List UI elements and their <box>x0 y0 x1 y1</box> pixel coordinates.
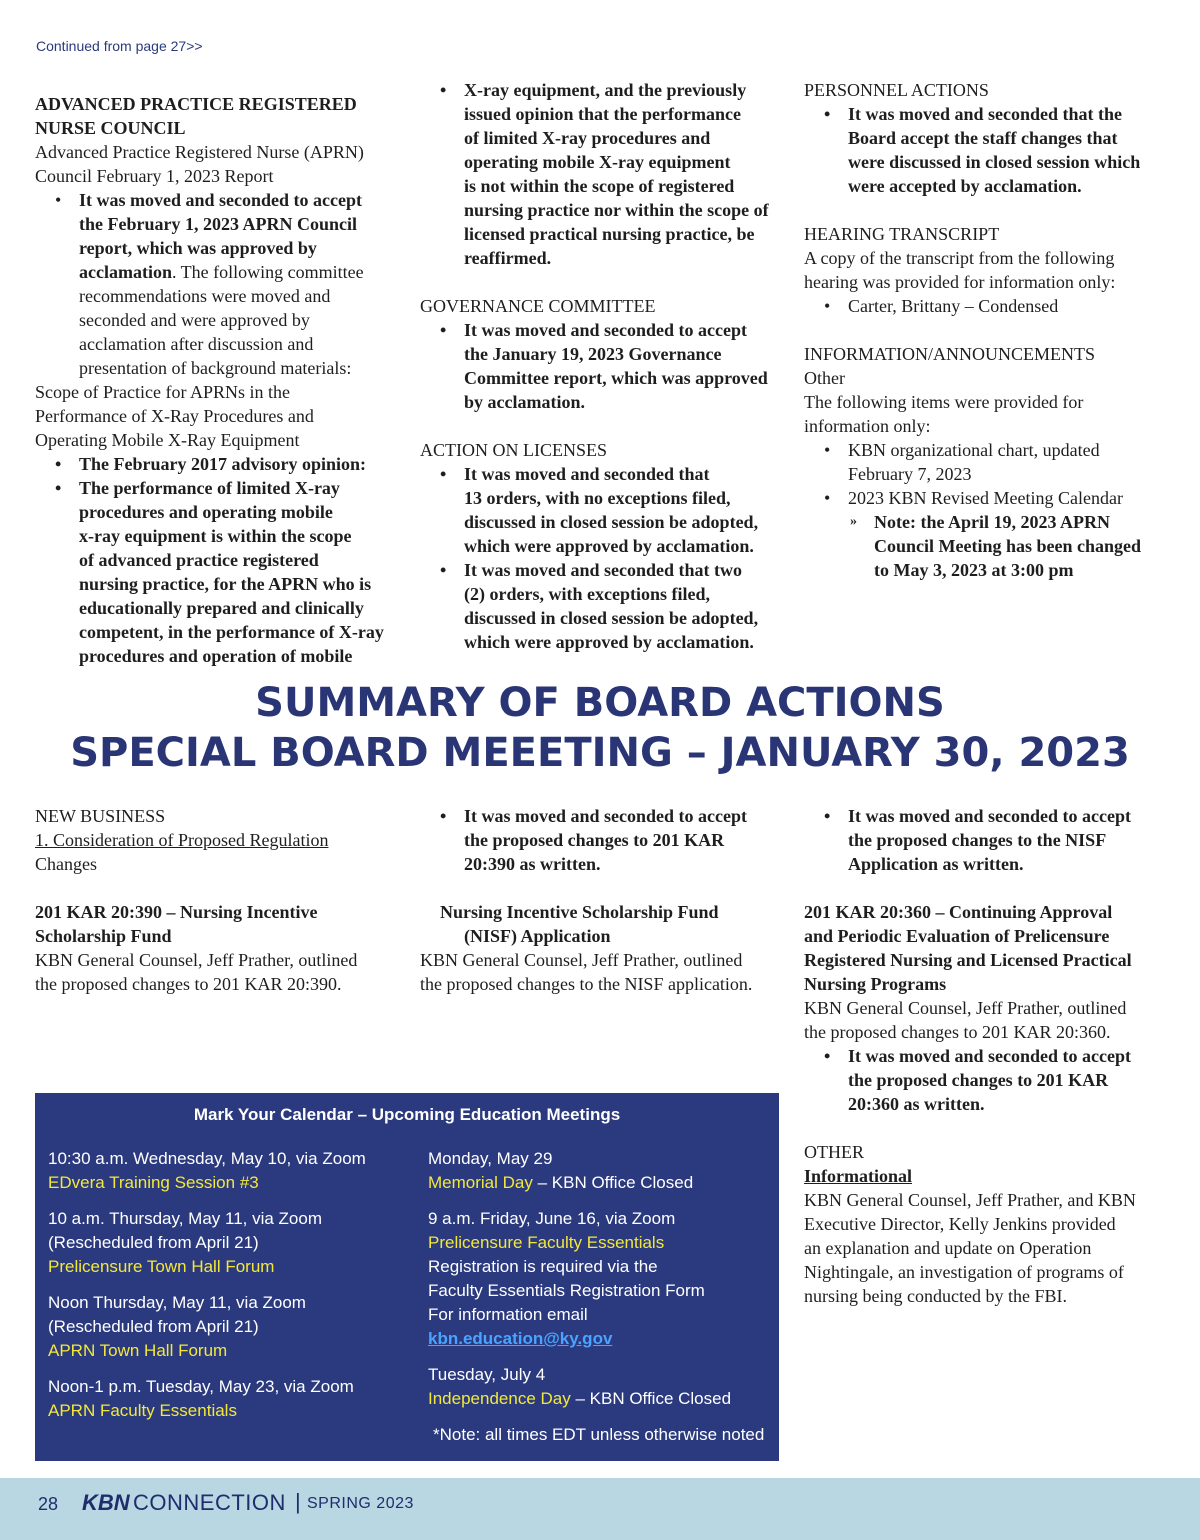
list-item: • It was moved and seconded to accept the February 1, 2023 APRN Council report, which was approved by acclamation. The following committee recommendations were moved and seconded and were approved by acclamation after discussion and presentation of background materials: <box>35 188 405 380</box>
list-item: • The February 2017 advisory opinion: <box>35 452 405 476</box>
new-business-heading: NEW BUSINESS <box>35 806 166 826</box>
continued-from-note: Continued from page 27>> <box>36 38 203 54</box>
calendar-event: 10:30 a.m. Wednesday, May 10, via Zoom EDvera Training Session #3 <box>48 1149 366 1192</box>
list-item: • It was moved and seconded that the Board accept the staff changes that were discussed in closed session which were accepted by acclamation. <box>804 102 1184 198</box>
consideration-heading: 1. Consideration of Proposed Regulation Changes <box>35 830 329 874</box>
calendar-right-column <box>428 1147 773 1447</box>
list-item: • Carter, Brittany – Condensed <box>804 294 1184 318</box>
aprn-report-title: Advanced Practice Registered Nurse (APRN) Council February 1, 2023 Report <box>35 142 364 186</box>
calendar-note: *Note: all times EDT unless otherwise noted <box>433 1425 765 1444</box>
list-item: • 2023 KBN Revised Meeting Calendar <box>804 486 1184 510</box>
calendar-event: Noon Thursday, May 11, via Zoom (Rescheduled from April 21) APRN Town Hall Forum <box>48 1293 306 1360</box>
calendar-event: Monday, May 29 Memorial Day – KBN Office Closed <box>428 1149 694 1192</box>
sub-list-item: » Note: the April 19, 2023 APRN Council Meeting has been changed to May 3, 2023 at 3:00 pm <box>804 510 1184 582</box>
action-on-licenses-heading: ACTION ON LICENSES <box>420 440 607 460</box>
special-meeting-title: SPECIAL BOARD MEEETING – JANUARY 30, 2023 <box>70 730 1130 776</box>
calendar-event: Noon-1 p.m. Tuesday, May 23, via Zoom APRN Faculty Essentials <box>48 1377 354 1420</box>
summary-title: SUMMARY OF BOARD ACTIONS <box>255 680 945 726</box>
bottom-column-3: • It was moved and seconded to accept the proposed changes to the NISF Application as written. 201 KAR 20:360 – Continuing Approval and Periodic Evaluation of Prelicensure Registered Nursing and Licensed Practical Nursing Programs KBN General Counsel, Jeff Prather, outlined the proposed changes to 201 KAR 20:360. • It was moved and seconded to accept the proposed changes to 201 KAR 20:360 as written. OTHER Informational KBN General Counsel, Jeff Prather, and KBN Executive Director, Kelly Jenkins provided an explanation and update on Operation Nightingale, an investigation of programs of nursing being conducted by the FBI. <box>804 804 1184 1308</box>
calendar-left-column <box>48 1147 418 1435</box>
calendar-event: 9 a.m. Friday, June 16, via Zoom Prelicensure Faculty Essentials Registration is required via the Faculty Essentials Registration Form For information email kbn.education@ky.gov <box>428 1209 705 1348</box>
hearing-transcript-heading: HEARING TRANSCRIPT <box>804 224 1000 244</box>
column-3: PERSONNEL ACTIONS • It was moved and seconded that the Board accept the staff changes that were discussed in closed session which were accepted by acclamation. HEARING TRANSCRIPT A copy of the transcript from the following hearing was provided for information only: • Carter, Brittany – Condensed INFORMATION/ANNOUNCEMENTS Other The following items were provided for information only: • KBN organizational chart, updated February 7, 2023 • 2023 KBN Revised Meeting Calendar » Note: the April 19, 2023 APRN Council Meeting has been changed to May 3, 2023 at 3:00 pm <box>804 78 1184 582</box>
issue-season: SPRING 2023 <box>307 1495 414 1512</box>
footer-separator: | <box>295 1489 301 1514</box>
column-1 <box>35 92 405 668</box>
list-item: • KBN organizational chart, updated February 7, 2023 <box>804 438 1184 486</box>
aprn-council-heading: ADVANCED PRACTICE REGISTERED NURSE COUNCIL <box>35 94 357 138</box>
summary-heading <box>0 678 1200 778</box>
nisf-heading: Nursing Incentive Scholarship Fund (NISF) Application <box>440 902 719 946</box>
calendar-event: 10 a.m. Thursday, May 11, via Zoom (Rescheduled from April 21) Prelicensure Town Hall Forum <box>48 1209 323 1276</box>
calendar-box <box>35 1093 779 1461</box>
kar-390-heading: 201 KAR 20:390 – Nursing Incentive Scholarship Fund <box>35 902 318 946</box>
scope-of-practice-title: Scope of Practice for APRNs in the Performance of X-Ray Procedures and Operating Mobile X-Ray Equipment <box>35 382 314 450</box>
page-footer <box>0 1478 1200 1540</box>
governance-heading: GOVERNANCE COMMITTEE <box>420 296 656 316</box>
email-link[interactable]: kbn.education@ky.gov <box>428 1329 613 1348</box>
other-heading: OTHER <box>804 1142 864 1162</box>
list-item: • It was moved and seconded that two (2) orders, with exceptions filed, discussed in closed session be adopted, which were approved by acclamation. <box>420 558 800 654</box>
page-number: 28 <box>38 1494 59 1514</box>
list-item: • It was moved and seconded that 13 orders, with no exceptions filed, discussed in closed session be adopted, which were approved by acclamation. <box>420 462 800 558</box>
list-item: • The performance of limited X-ray procedures and operating mobile x-ray equipment is within the scope of advanced practice registered nursing practice, for the APRN who is educationally prepared and clinically competent, in the performance of X-ray procedures and operation of mobile <box>35 476 405 668</box>
list-item: • It was moved and seconded to accept the proposed changes to 201 KAR 20:390 as written. <box>420 804 800 876</box>
calendar-event: Tuesday, July 4 Independence Day – KBN Office Closed <box>428 1365 732 1408</box>
information-announcements-heading: INFORMATION/ANNOUNCEMENTS <box>804 344 1096 364</box>
list-item-continued: • X-ray equipment, and the previously issued opinion that the performance of limited X-ray procedures and operating mobile X-ray equipment is not within the scope of registered nursing practice nor within the scope of licensed practical nursing practice, be reaffirmed. <box>420 78 800 270</box>
calendar-title: Mark Your Calendar – Upcoming Education Meetings <box>193 1105 621 1124</box>
list-item: • It was moved and seconded to accept the proposed changes to the NISF Application as written. <box>804 804 1184 876</box>
list-item: • It was moved and seconded to accept the proposed changes to 201 KAR 20:360 as written. <box>804 1044 1184 1116</box>
brand-logo-kbn: KBN <box>82 1490 130 1515</box>
brand-logo-connection: CONNECTION <box>133 1490 286 1515</box>
kar-360-heading: 201 KAR 20:360 – Continuing Approval and Periodic Evaluation of Prelicensure Registered Nursing and Licensed Practical Nursing Programs <box>804 902 1132 994</box>
informational-subheading: Informational <box>804 1166 912 1186</box>
bottom-column-2: • It was moved and seconded to accept the proposed changes to 201 KAR 20:390 as written. Nursing Incentive Scholarship Fund (NISF) Application KBN General Counsel, Jeff Prather, outlined the proposed changes to the NISF application. <box>420 804 800 996</box>
bottom-column-1: NEW BUSINESS 1. Consideration of Proposed Regulation Changes 201 KAR 20:390 – Nursing Incentive Scholarship Fund KBN General Counsel, Jeff Prather, outlined the proposed changes to 201 KAR 20:390. <box>35 804 405 996</box>
list-item: • It was moved and seconded to accept the January 19, 2023 Governance Committee report, which was approved by acclamation. <box>420 318 800 414</box>
column-2 <box>420 78 800 654</box>
personnel-actions-heading: PERSONNEL ACTIONS <box>804 80 989 100</box>
